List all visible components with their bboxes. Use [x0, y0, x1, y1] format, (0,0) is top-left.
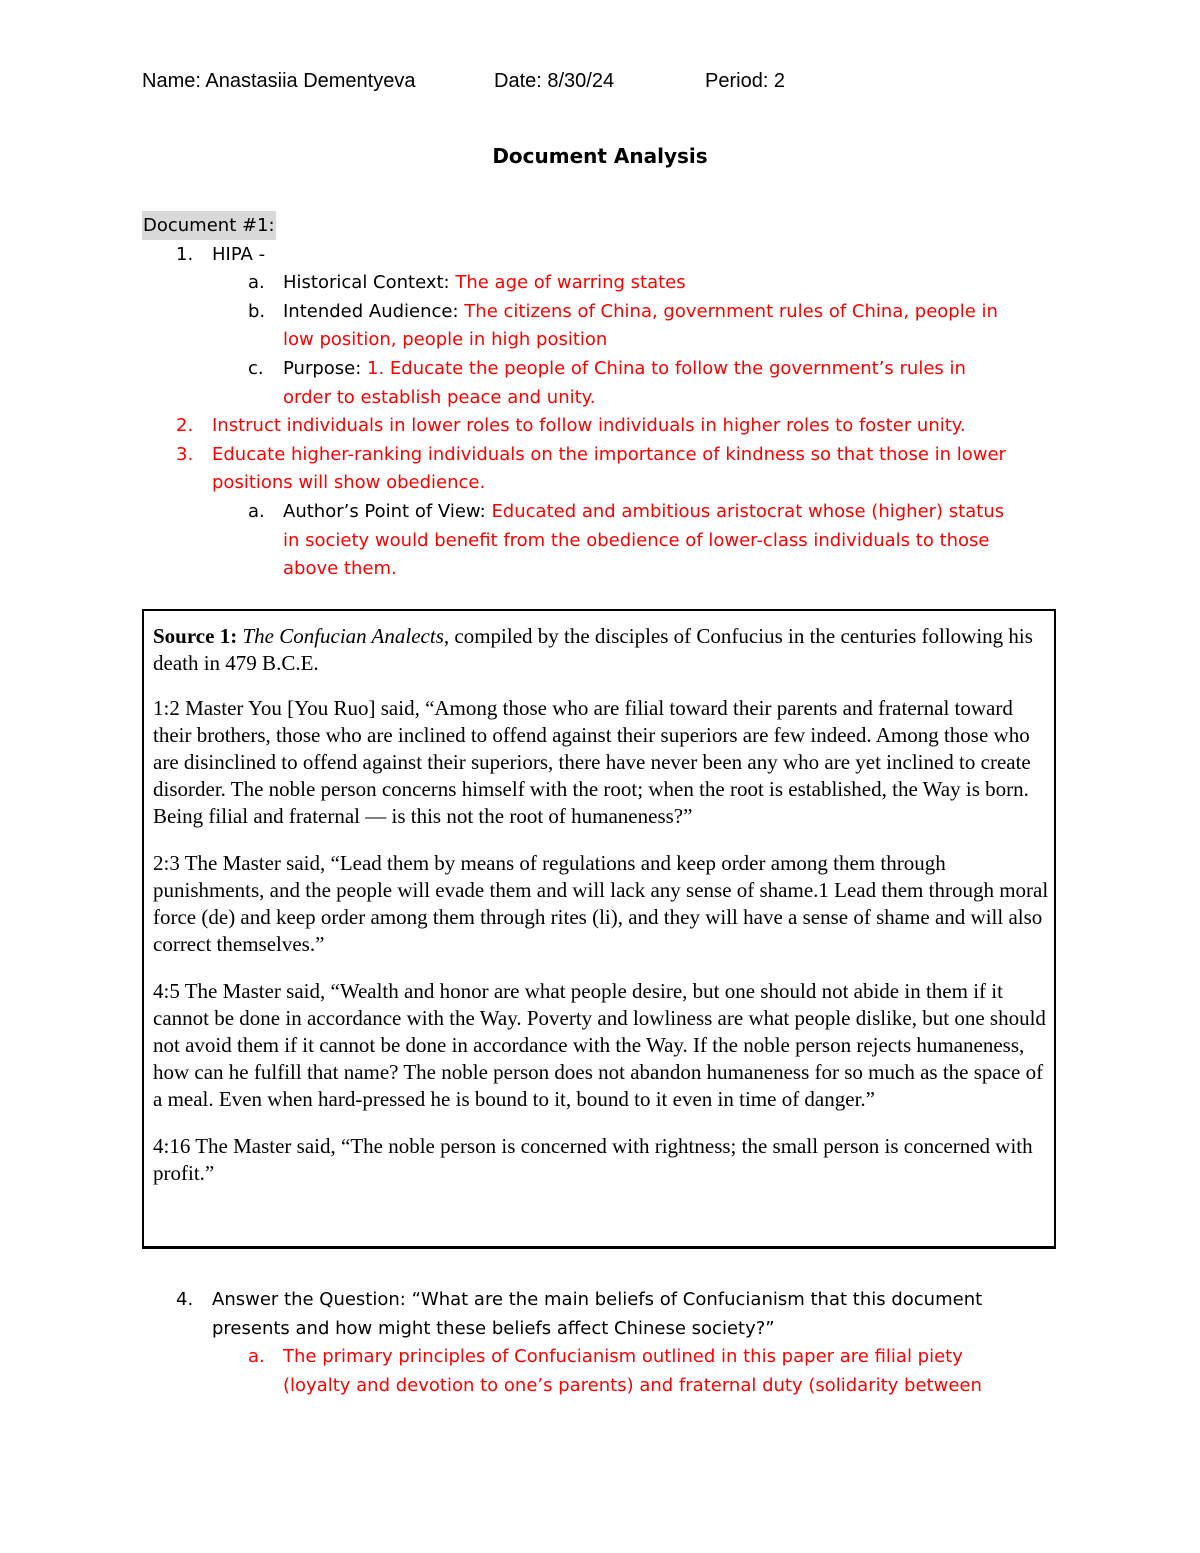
intended-audience-value-1: The citizens of China, government rules of China, people in: [464, 301, 998, 322]
pov-label: a.: [248, 501, 265, 522]
item-3-text-2: positions will show obedience.: [212, 472, 486, 493]
student-name: Name: Anastasiia Dementyeva: [142, 70, 416, 92]
historical-context-value: The age of warring states: [455, 272, 686, 293]
pov-value-3: above them.: [283, 558, 397, 579]
source-intro-text: , compiled by the disciples of Confucius in the centuries following his death in 479 B.C.E.: [153, 624, 1033, 675]
passage-4-16: 4:16 The Master said, “The noble person is concerned with rightness; the small person is concerned with profit.”: [153, 1134, 1033, 1185]
intended-audience-value-2: low position, people in high position: [283, 329, 608, 350]
answer-label: a.: [248, 1346, 265, 1367]
item-1-text: HIPA -: [212, 244, 266, 265]
answer-text-2: (loyalty and devotion to one’s parents) and fraternal duty (solidarity between: [283, 1375, 982, 1396]
source-work-title: The Confucian Analects: [242, 624, 444, 648]
question-text-2: presents and how might these beliefs affect Chinese society?”: [212, 1318, 775, 1339]
item-3-text-1: Educate higher-ranking individuals on the importance of kindness so that those in lower: [212, 444, 1006, 465]
source-intro: [153, 623, 1051, 677]
pov-value-1: Educated and ambitious aristocrat whose (higher) status: [491, 501, 1005, 522]
document-label: Document #1:: [142, 211, 276, 240]
intended-audience-line: [283, 297, 998, 326]
period-field: Period: 2: [705, 70, 786, 92]
passage-4-5: 4:5 The Master said, “Wealth and honor are what people desire, but one should not abide in them if it cannot be done in accordance with the Way. Poverty and lowliness are what people dislike, but one should not avoid them if it cannot be done in accordance with the Way. If the noble person rejects humaneness, how can he fulfill that name? The noble person does not abandon humaneness for so much as the space of a meal. Even when hard-pressed he is bound to it, bound to it even in time of danger.”: [153, 979, 1046, 1111]
pov-value-2: in society would benefit from the obedience of lower-class individuals to those: [283, 530, 990, 551]
purpose-value-1: 1. Educate the people of China to follow the government’s rules in: [367, 358, 966, 379]
source-box: [142, 609, 1056, 1249]
historical-context-line: [283, 268, 686, 297]
question-text-1: “What are the main beliefs of Confucianism that this document: [411, 1289, 983, 1310]
header-line: [142, 70, 1042, 100]
source-label: Source 1:: [153, 624, 243, 648]
question-key: Answer the Question:: [212, 1289, 412, 1310]
page-title: Document Analysis: [492, 144, 708, 168]
purpose-value-2: order to establish peace and unity.: [283, 387, 596, 408]
intended-audience-key: Intended Audience:: [283, 301, 465, 322]
answer-text-1: The primary principles of Confucianism outlined in this paper are filial piety: [283, 1346, 963, 1367]
item-2-text: Instruct individuals in lower roles to follow individuals in higher roles to foster unity.: [212, 415, 966, 436]
item-a-label: a.: [248, 272, 265, 293]
passage-2-3: 2:3 The Master said, “Lead them by means of regulations and keep order among them through punishments, and the people will evade them and will lack any sense of shame.1 Lead them through moral force (de) and keep order among them through rites (li), and they will have a sense of shame and will also correct themselves.”: [153, 851, 1049, 956]
purpose-key: Purpose:: [283, 358, 368, 379]
item-3-number: 3.: [176, 444, 194, 465]
date-field: Date: 8/30/24: [494, 70, 615, 92]
item-1-number: 1.: [176, 244, 194, 265]
item-c-label: c.: [248, 358, 264, 379]
item-b-label: b.: [248, 301, 266, 322]
purpose-line: [283, 354, 966, 383]
pov-line: [283, 497, 1004, 526]
item-2-number: 2.: [176, 415, 194, 436]
pov-key: Author’s Point of View:: [283, 501, 492, 522]
question-number: 4.: [176, 1289, 194, 1310]
passage-1-2: 1:2 Master You [You Ruo] said, “Among those who are filial toward their parents and fraternal toward their brothers, those who are inclined to offend against their superiors are few indeed. Among those who are disinclined to offend against their superiors, there have never been any who are yet inclined to create disorder. The noble person concerns himself with the root; when the root is established, the Way is born. Being filial and fraternal — is this not the root of humaneness?”: [153, 696, 1031, 828]
question-line-1: [212, 1285, 982, 1314]
historical-context-key: Historical Context:: [283, 272, 456, 293]
